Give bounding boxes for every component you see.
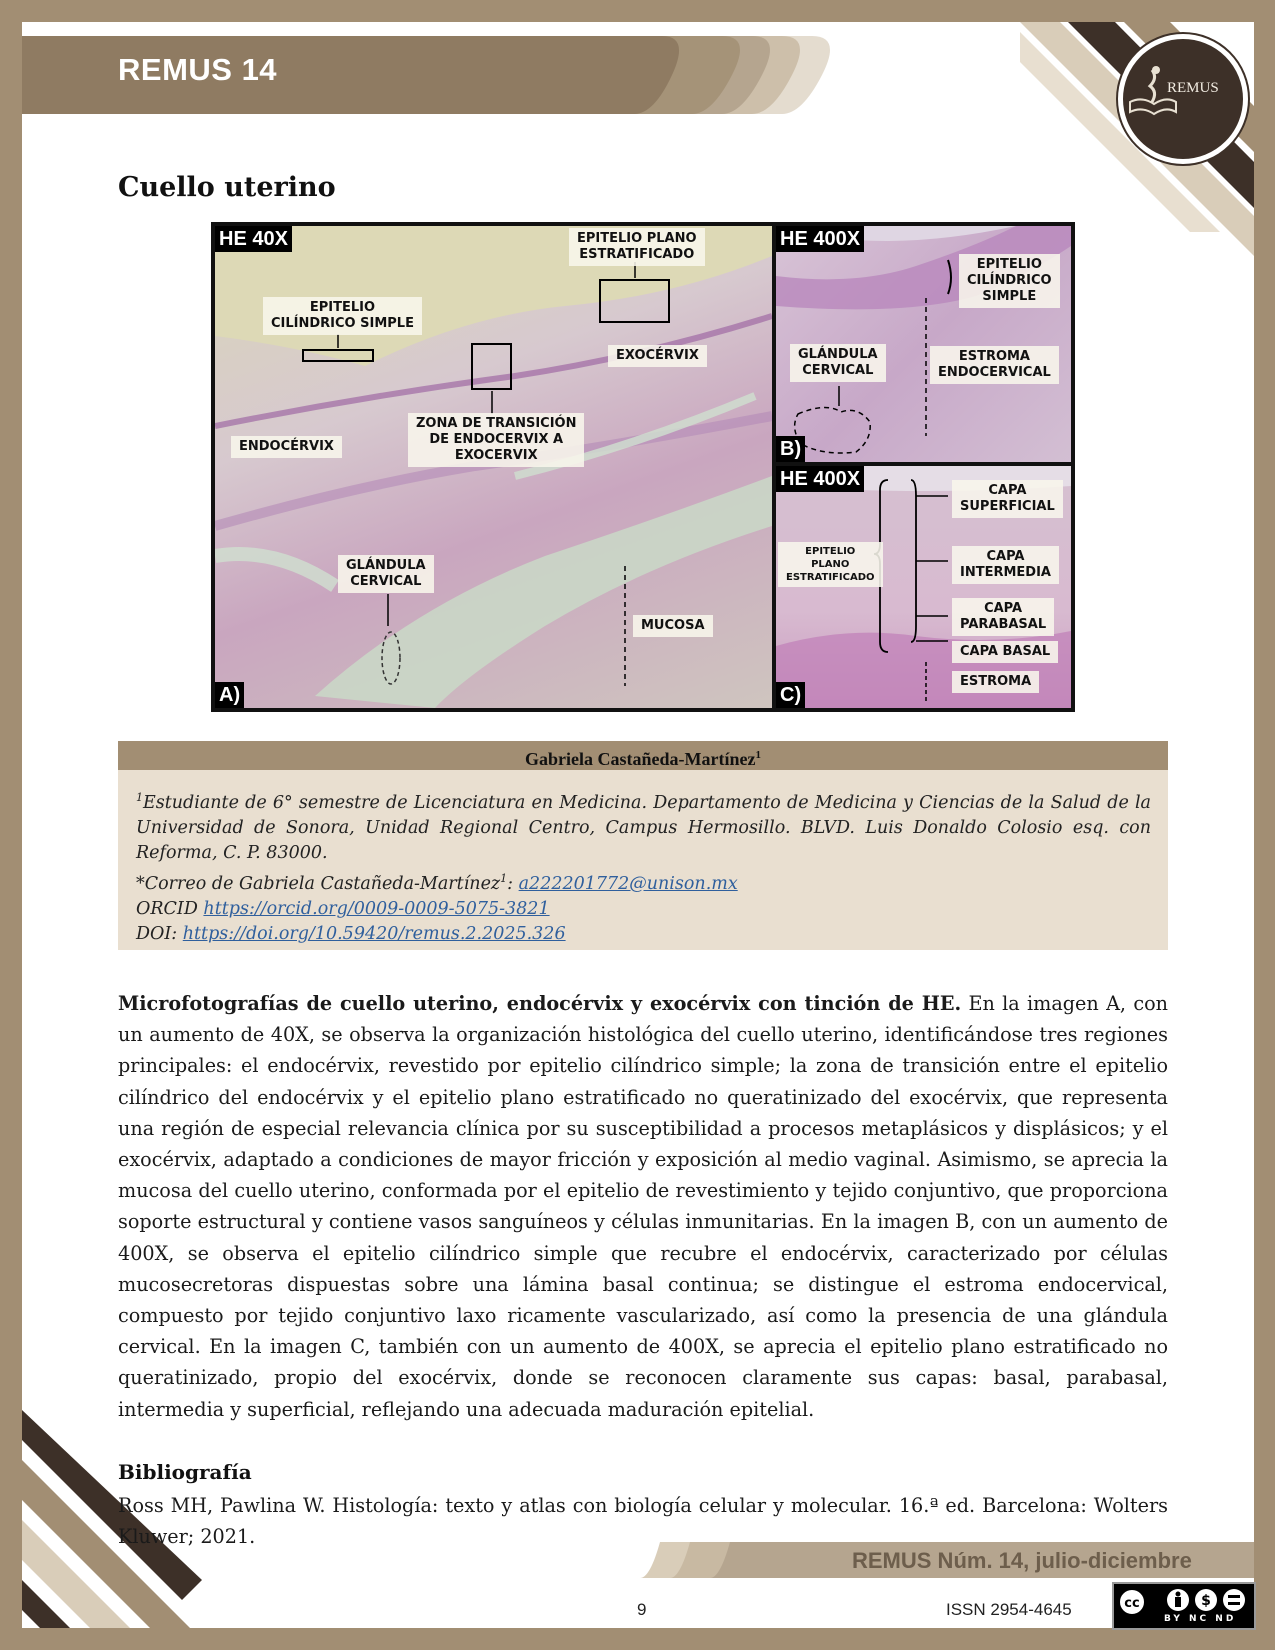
issn: ISSN 2954-4645 [946,1600,1072,1619]
label-c-intermedia: CAPA INTERMEDIA [952,546,1059,584]
body-paragraph [118,988,1168,1425]
label-epitelio-plano: EPITELIO PLANO ESTRATIFICADO [569,228,705,266]
panel-a [215,226,772,708]
histology-figure [211,222,1075,712]
affiliation-block [136,785,1151,947]
affiliation-text: $^1$Estudiante de 6° semestre de Licenciatura en Medicina. Departamento de Medicina y Ciencias de la Salud de la Universidad de Sonora, Unidad Regional Centro, Campus Hermosillo. BLVD. Luis Donaldo Colosio esq. con Reforma, C. P. 83000. [136,791,1151,863]
panel-c-magnification: HE 400X [776,466,864,492]
doi-link[interactable]: https://doi.org/10.59420/remus.2.2025.326 [182,923,566,944]
label-c-superficial: CAPA SUPERFICIAL [952,480,1063,518]
panel-a-magnification: HE 40X [215,226,292,252]
label-c-epitelio: EPITELIO PLANO ESTRATIFICADO [778,542,883,587]
svg-text:$: $ [1201,1593,1211,1609]
label-zona-transicion: ZONA DE TRANSICIÓN DE ENDOCERVIX A EXOCERVIX [408,413,584,467]
cc-license-text: BY NC ND [1164,1614,1237,1624]
panel-a-letter: A) [215,682,244,708]
label-c-parabasal: CAPA PARABASAL [952,598,1054,636]
label-b-glandula: GLÁNDULA CERVICAL [790,344,886,382]
label-mucosa: MUCOSA [633,615,713,637]
orcid-link[interactable]: https://orcid.org/0009-0009-5075-3821 [203,898,550,919]
bibliography-title: Bibliografía [118,1460,252,1484]
doi-line: DOI: https://doi.org/10.59420/remus.2.2025.326 [136,923,566,944]
bibliography-entry: Ross MH, Pawlina W. Histología: texto y atlas con biología celular y molecular. 16.ª ed. Barcelona: Wolters Kluwer; 2021. [118,1494,1168,1548]
logo-text: REMUS [1167,80,1219,96]
footer-journal: REMUS Núm. 14, julio-diciembre [852,1548,1192,1573]
email-line: *Correo de Gabriela Castañeda-Martínez$^1$: a222201772@unison.mx [136,871,738,894]
author-name: Gabriela Castañeda-Martínez$^1$ [118,741,1168,770]
label-exocervix: EXOCÉRVIX [608,345,707,367]
label-c-basal: CAPA BASAL [952,641,1058,663]
body-lead: Microfotografías de cuello uterino, endocérvix y exocérvix con tinción de HE. [118,992,962,1015]
page-number: 9 [637,1600,647,1619]
email-link[interactable]: a222201772@unison.mx [518,873,738,894]
panel-b-letter: B) [776,436,805,462]
orcid-line: ORCID https://orcid.org/0009-0009-5075-3821 [136,898,550,919]
label-endocervix: ENDOCÉRVIX [231,436,342,458]
label-b-epitelio: EPITELIO CILÍNDRICO SIMPLE [959,254,1060,308]
label-glandula: GLÁNDULA CERVICAL [338,555,434,593]
panel-b [776,226,1071,462]
label-c-estroma: ESTROMA [952,671,1039,693]
label-b-estroma: ESTROMA ENDOCERVICAL [930,346,1059,384]
svg-text:cc: cc [1124,1596,1140,1611]
panel-c-letter: C) [776,682,805,708]
cc-icon [1116,1586,1252,1614]
section-title: Cuello uterino [118,172,336,203]
body-text: En la imagen A, con un aumento de 40X, se observa la organización histológica del cuello uterino, identificándose tres regiones principales: el endocérvix, revestido por epitelio cilíndrico simple; la zona de transición entre el epitelio cilíndrico del endocérvix y el epitelio plano estratificado no queratinizado del exocérvix, que representa una región de especial relevancia clínica por su susceptibilidad a procesos metaplásicos y displásicos; y el exocérvix, adaptado a condiciones de mayor fricción y exposición al medio vaginal. Asimismo, se aprecia la mucosa del cuello uterino, conformada por el epitelio de revestimiento y tejido conjuntivo, que proporciona soporte estructural y contiene vasos sanguíneos y células inmunitarias. En la imagen B, con un aumento de 400X, se observa el epitelio cilíndrico simple que recubre el endocérvix, caracterizado por células mucosecretoras dispuestas sobre una lámina basal continua; se distingue el estroma endocervical, compuesto por tejido conjuntivo laxo ricamente vascularizado, así como la presencia de una glándula cervical. En la imagen C, también con un aumento de 400X, se aprecia el epitelio plano estratificado no queratinizado, propio del exocérvix, donde se reconocen claramente sus capas: basal, parabasal, intermedia y superficial, reflejando una adecuada maduración epitelial. [118,992,1168,1421]
label-epitelio-cilindrico: EPITELIO CILÍNDRICO SIMPLE [263,297,422,335]
journal-title: REMUS 14 [118,52,278,87]
cc-license-badge [1112,1582,1256,1630]
panel-c [776,466,1071,708]
panel-b-magnification: HE 400X [776,226,864,252]
